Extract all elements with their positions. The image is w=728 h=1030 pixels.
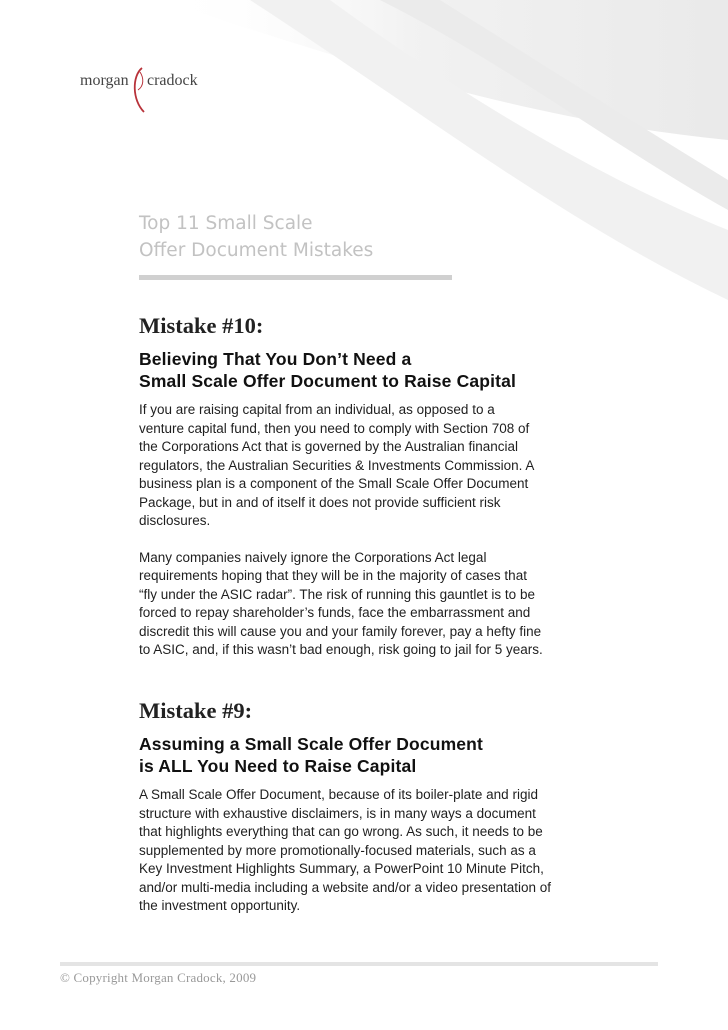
text-line: that highlights everything that can go wrong. As such, it needs to be xyxy=(139,824,543,839)
text-line: supplemented by more promotionally-focused materials, such as a xyxy=(139,842,536,858)
heading-line: Assuming a Small Scale Offer Document xyxy=(139,734,483,754)
heading-line: Small Scale Offer Document to Raise Capital xyxy=(139,371,516,391)
text-line: Key Investment Highlights Summary, a PowerPoint 10 Minute Pitch, xyxy=(139,861,544,876)
mistake-9-section xyxy=(139,697,599,934)
mistake-number: Mistake #10: xyxy=(139,313,264,338)
text-line: Many companies naively ignore the Corporations Act legal xyxy=(139,549,487,565)
text-line: business plan is a component of the Small Scale Offer Document xyxy=(139,476,529,491)
mistake-heading xyxy=(139,348,599,392)
mistake-number: Mistake #9: xyxy=(139,698,253,723)
body-paragraph xyxy=(139,549,599,660)
mistake-heading xyxy=(139,733,599,777)
copyright-notice: © Copyright Morgan Cradock, 2009 xyxy=(60,970,257,985)
heading-line: is ALL You Need to Raise Capital xyxy=(139,756,417,776)
text-line: the Corporations Act that is governed by the Australian financial xyxy=(139,439,518,454)
document-title-line: Top 11 Small Scale xyxy=(139,213,313,234)
text-line: If you are raising capital from an individual, as opposed to a xyxy=(139,402,495,417)
body-paragraph xyxy=(139,401,599,531)
text-line: Package, but in and of itself it does not provide sufficient risk xyxy=(139,494,501,510)
mistake-10-section xyxy=(139,312,599,678)
logo-word-left: morgan xyxy=(80,72,129,89)
text-line: to ASIC, and, if this wasn’t bad enough, risk going to jail for 5 years. xyxy=(139,642,543,657)
document-title xyxy=(139,210,373,264)
text-line: disclosures. xyxy=(139,513,211,528)
text-line: A Small Scale Offer Document, because of its boiler-plate and rigid xyxy=(139,787,538,802)
title-divider xyxy=(139,275,452,280)
footer-divider xyxy=(60,962,658,966)
text-line: requirements hoping that they will be in the majority of cases that xyxy=(139,568,527,583)
text-line: forced to repay shareholder’s funds, face the embarrassment and xyxy=(139,605,531,620)
document-title-line: Offer Document Mistakes xyxy=(139,240,374,261)
background-swoosh xyxy=(0,0,728,330)
logo-word-right: cradock xyxy=(147,72,198,89)
heading-line: Believing That You Don’t Need a xyxy=(139,349,412,369)
text-line: regulators, the Australian Securities & Investments Commission. A xyxy=(139,457,535,473)
body-paragraph xyxy=(139,786,599,916)
text-line: venture capital fund, then you need to comply with Section 708 of xyxy=(139,420,530,436)
text-line: structure with exhaustive disclaimers, is in many ways a document xyxy=(139,805,536,821)
text-line: the investment opportunity. xyxy=(139,898,301,913)
text-line: discredit this will cause you and your family forever, pay a hefty fine xyxy=(139,623,542,639)
text-line: “fly under the ASIC radar”. The risk of running this gauntlet is to be xyxy=(139,586,535,602)
text-line: and/or multi-media including a website and/or a video presentation of xyxy=(139,879,551,895)
